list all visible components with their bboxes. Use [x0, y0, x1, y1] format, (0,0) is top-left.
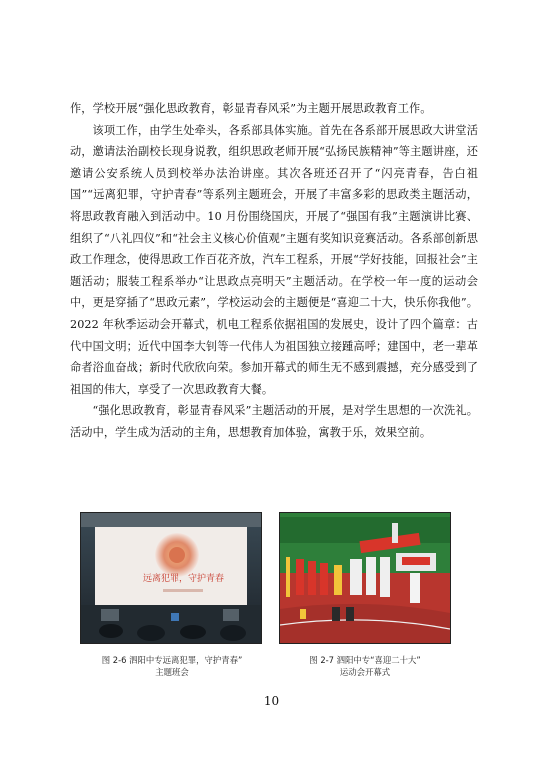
paragraph-activities: 该项工作，由学生处牵头，各系部具体实施。首先在各系部开展思政大讲堂活动，邀请法治副校长现身说教，组织思政老师开展“弘扬民族精神”等主题讲座，还邀请公安系统人员到校举办法治讲座。其次各班还召开了“闪亮青春，告白祖国”“远离犯罪，守护青春”等系列主题班会，开展了丰富多彩的思政类主题活动，将思政教育融入到活动中。10 月份围绕国庆，开展了“强国有我”主题演讲比赛、组织了“八礼四仪”和“社会主义核心价值观”主题有奖知识竞赛活动。各系部创新思政工作理念，使得思政工作百花齐放，汽车工程系，开展“学好技能，回报社会”主题活动；服装工程系举办“让思政点亮明天”主题活动。在学校一年一度的运动会中，更是穿插了“思政元素”，学校运动会的主题便是“喜迎二十大，快乐你我他”。2022 年秋季运动会开幕式，机电工程系依据祖国的发展史，设计了四个篇章：古代中国文明；近代中国李大钊等一代伟人为祖国独立接踵高呼；建国中，老一辈革命者浴血奋战；新时代欣欣向荣。参加开幕式的师生无不感到震撼，充分感受到了祖国的伟大，享受了一次思政教育大餐。	[70, 123, 478, 396]
sports-meeting-image	[280, 513, 450, 643]
screen-title-text: 远离犯罪，守护青春	[143, 574, 225, 584]
figure-2-7-caption	[280, 654, 450, 678]
body-text	[70, 98, 478, 444]
caption-line: 主题班会	[155, 667, 189, 677]
paragraph-summary: “强化思政教育，彰显青春风采”主题活动的开展，是对学生思想的一次洗礼。活动中，学生成为活动的主角，思想教育加体验，寓教于乐，效果空前。	[70, 404, 478, 439]
figure-2-6-caption	[82, 654, 262, 678]
paragraph-continuation: 作，学校开展“强化思政教育，彰显青春风采”为主题开展思政教育工作。	[70, 102, 432, 115]
class-meeting-image	[81, 513, 261, 643]
figure-sports-meeting-photo	[279, 512, 451, 644]
caption-line: 图 2-7 泗阳中专“喜迎二十大”	[309, 655, 421, 665]
caption-line: 图 2-6 泗阳中专远离犯罪，守护青春”	[101, 655, 243, 665]
figure-class-meeting-photo	[80, 512, 262, 644]
caption-line: 运动会开幕式	[339, 667, 391, 677]
page-number: 10	[263, 694, 280, 708]
figure-row	[80, 512, 464, 642]
